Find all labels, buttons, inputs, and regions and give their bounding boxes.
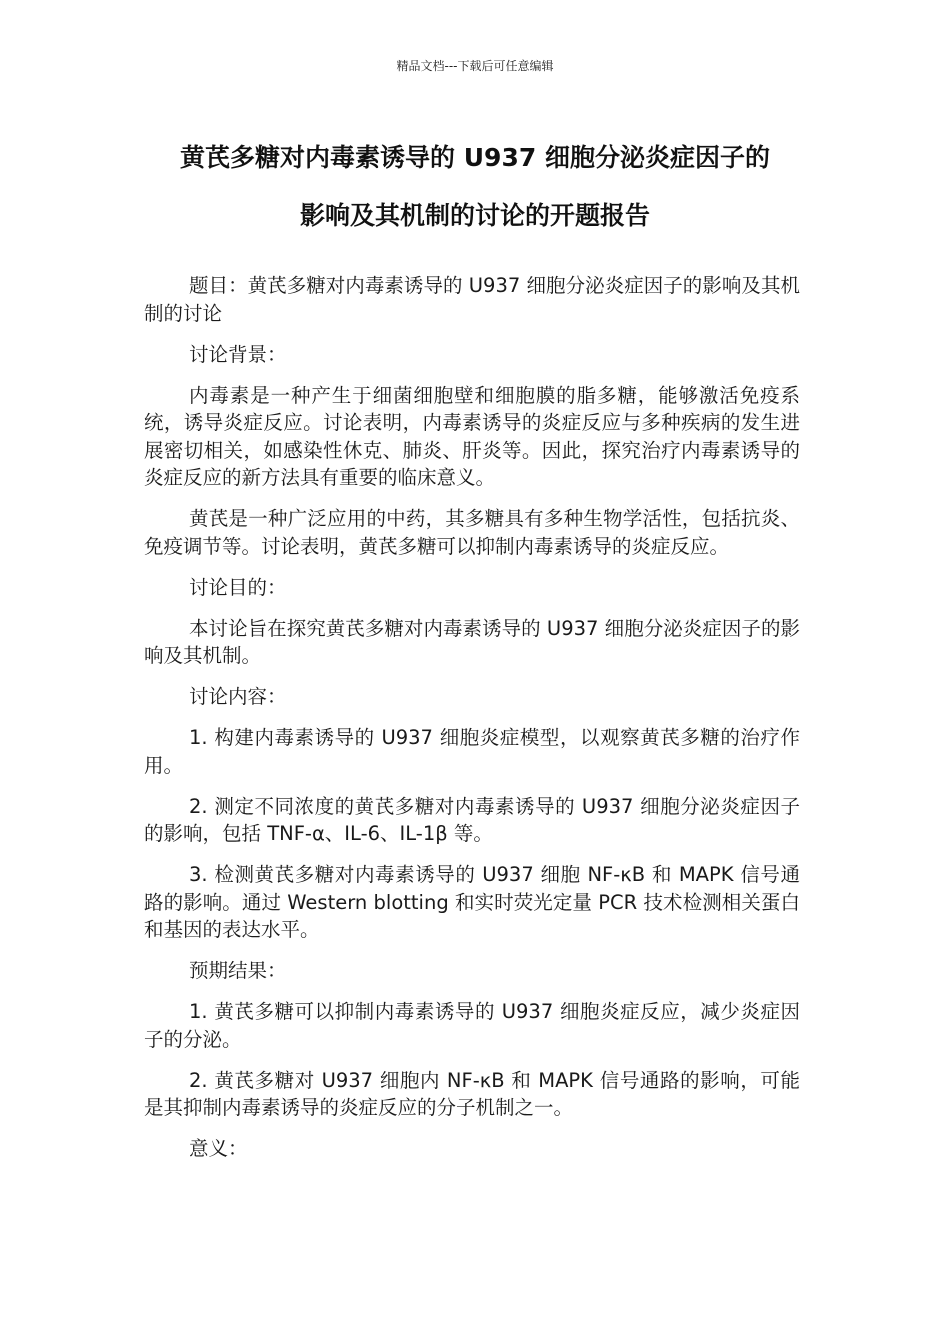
document-body bbox=[144, 272, 800, 1176]
section-heading-significance: 意义： bbox=[189, 1137, 248, 1160]
content-item-1: 1. 构建内毒素诱导的 U937 细胞炎症模型，以观察黄芪多糖的治疗作用。 bbox=[144, 726, 800, 777]
expected-result-2: 2. 黄芪多糖对 U937 细胞内 NF-κB 和 MAPK 信号通路的影响，可能是其抑制内毒素诱导的炎症反应的分子机制之一。 bbox=[144, 1068, 800, 1119]
expected-result-1: 1. 黄芪多糖可以抑制内毒素诱导的 U937 细胞炎症反应，减少炎症因子的分泌。 bbox=[144, 1000, 800, 1051]
background-paragraph-2: 黄芪是一种广泛应用的中药，其多糖具有多种生物学活性，包括抗炎、免疫调节等。讨论表明，黄芪多糖可以抑制内毒素诱导的炎症反应。 bbox=[144, 507, 800, 558]
document-title-line-2: 影响及其机制的讨论的开题报告 bbox=[299, 201, 650, 230]
section-heading-expected-results: 预期结果： bbox=[189, 959, 287, 982]
section-heading-content: 讨论内容： bbox=[189, 685, 287, 708]
content-item-2: 2. 测定不同浓度的黄芪多糖对内毒素诱导的 U937 细胞分泌炎症因子的影响，包括 TNF-α、IL-6、IL-1β 等。 bbox=[144, 794, 800, 845]
content-item-3: 3. 检测黄芪多糖对内毒素诱导的 U937 细胞 NF-κB 和 MAPK 信号通路的影响。通过 Western blotting 和实时荧光定量 PCR 技术检测相关蛋白和基因的表达水平。 bbox=[144, 863, 800, 941]
section-heading-purpose: 讨论目的： bbox=[189, 575, 287, 599]
topic-paragraph: 题目：黄芪多糖对内毒素诱导的 U937 细胞分泌炎症因子的影响及其机制的讨论 bbox=[144, 274, 800, 325]
purpose-paragraph: 本讨论旨在探究黄芪多糖对内毒素诱导的 U937 细胞分泌炎症因子的影响及其机制。 bbox=[144, 616, 800, 667]
background-paragraph-1: 内毒素是一种产生于细菌细胞壁和细胞膜的脂多糖，能够激活免疫系统，诱导炎症反应。讨论表明，内毒素诱导的炎症反应与多种疾病的发生进展密切相关，如感染性休克、肺炎、肝炎等。因此，探究治疗内毒素诱导的炎症反应的新方法具有重要的临床意义。 bbox=[144, 383, 800, 489]
section-heading-background: 讨论背景： bbox=[189, 342, 287, 366]
document-title-line-1: 黄芪多糖对内毒素诱导的 U937 细胞分泌炎症因子的 bbox=[180, 143, 770, 172]
page-header: 精品文档---下载后可任意编辑 bbox=[396, 59, 554, 73]
